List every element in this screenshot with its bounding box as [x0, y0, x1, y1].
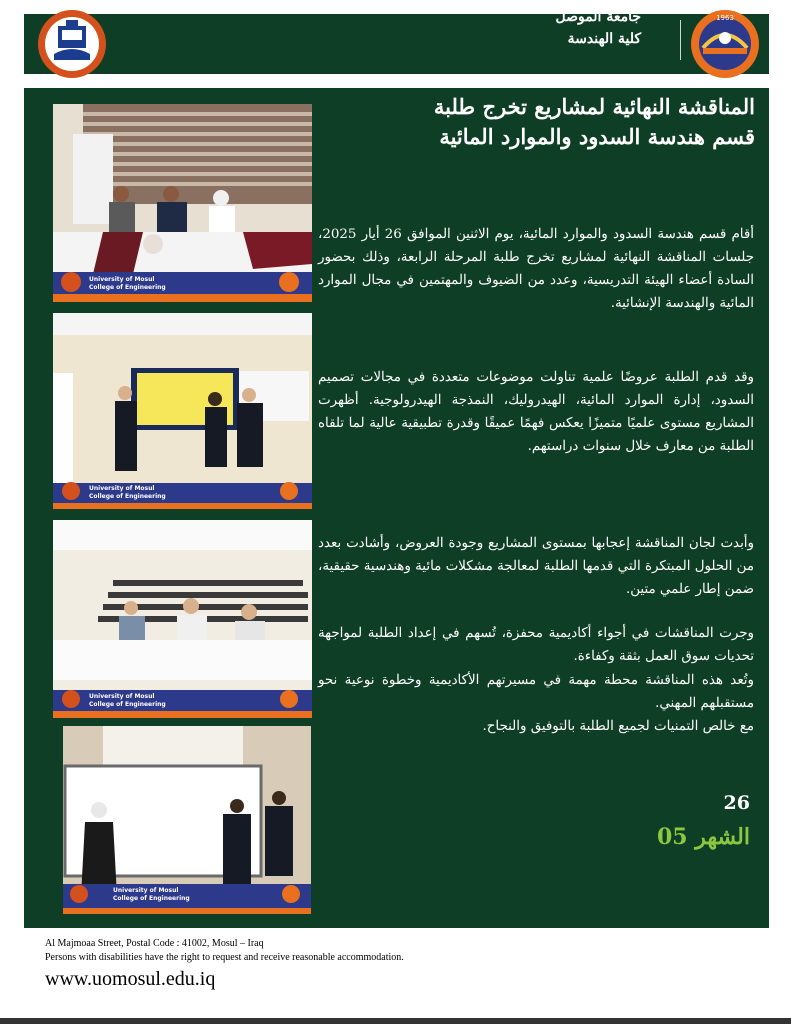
university-logo-icon [36, 8, 108, 80]
article-paragraph-2: وقد قدم الطلبة عروضًا علمية تناولت موضوعات متعددة في مجالات تصميم السدود، إدارة الموارد المائية، الهيدروليك، النمذجة الهيدرولوجية. أظهرت المشاريع مستوى علميًا متميزًا يعكس فهمًا عميقًا وقدرة تطبيقية عالية لما تلقاه الطلبة من معارف خلال سنوات دراستهم. [318, 370, 754, 454]
photo-caption-line2: College of Engineering [89, 493, 166, 500]
photo-caption-line1: University of Mosul [89, 276, 155, 283]
article-paragraph-4: وجرت المناقشات في أجواء أكاديمية محفزة، تُسهم في إعداد الطلبة لمواجهة تحديات سوق العمل بثقة وكفاءة. [318, 626, 754, 664]
photo-caption-line2: College of Engineering [113, 895, 190, 902]
photo-caption-line1: University of Mosul [89, 485, 155, 492]
header-bar [24, 14, 769, 74]
article-paragraph-5: وتُعد هذه المناقشة محطة مهمة في مسيرتهم الأكاديمية وخطوة نوعية نحو مستقبلهم المهني. [318, 673, 754, 711]
photo-caption-line1: University of Mosul [89, 693, 155, 700]
header-titles [555, 6, 641, 50]
photo-classroom [53, 520, 312, 718]
bottom-bar [0, 1018, 791, 1024]
article-title [330, 92, 755, 152]
footer-website-link[interactable]: www.uomosul.edu.iq [45, 968, 216, 990]
article-paragraph-1: أقام قسم هندسة السدود والموارد المائية، يوم الاثنين الموافق 26 أيار 2025، جلسات المناقشة النهائية لمشاريع تخرج طلبة المرحلة الرابعة، وذلك بحضور السادة أعضاء الهيئة التدريسية، وعدد من الضيوف والمهتمين في مجال الموارد المائية والهندسة الإنشائية. [318, 227, 754, 311]
title-line1: المناقشة النهائية لمشاريع تخرج طلبة [433, 94, 755, 119]
photo-whiteboard [63, 726, 311, 914]
date-day: 26 [723, 792, 750, 814]
article-paragraph-3: وأبدت لجان المناقشة إعجابها بمستوى المشاريع وجودة العروض، وأشادت بعدد من الحلول المبتكرة التي قدمها الطلبة لمعالجة مشكلات مائية وهندسية حقيقية، ضمن إطار علمي متين. [318, 536, 754, 597]
college-logo-year: 1963 [716, 14, 734, 22]
header-divider [680, 20, 681, 60]
photo-caption-line1: University of Mosul [113, 887, 179, 894]
photo-caption-line2: College of Engineering [89, 284, 166, 291]
photo-committee [53, 104, 312, 302]
college-logo-icon [689, 8, 761, 80]
footer-accessibility: Persons with disabilities have the right to request and receive reasonable accommodation. [45, 952, 404, 963]
date-month: الشهر 05 [656, 824, 750, 850]
university-name: جامعة الموصل [555, 9, 641, 25]
college-name: كلية الهندسة [567, 31, 641, 47]
article-paragraph-6: مع خالص التمنيات لجميع الطلبة بالتوفيق والنجاح. [482, 719, 754, 734]
title-line2: قسم هندسة السدود والموارد المائية [439, 124, 755, 149]
photo-presentation [53, 313, 312, 509]
photo-caption-line2: College of Engineering [89, 701, 166, 708]
footer-address: Al Majmoaa Street, Postal Code : 41002, Mosul – Iraq [45, 938, 264, 949]
